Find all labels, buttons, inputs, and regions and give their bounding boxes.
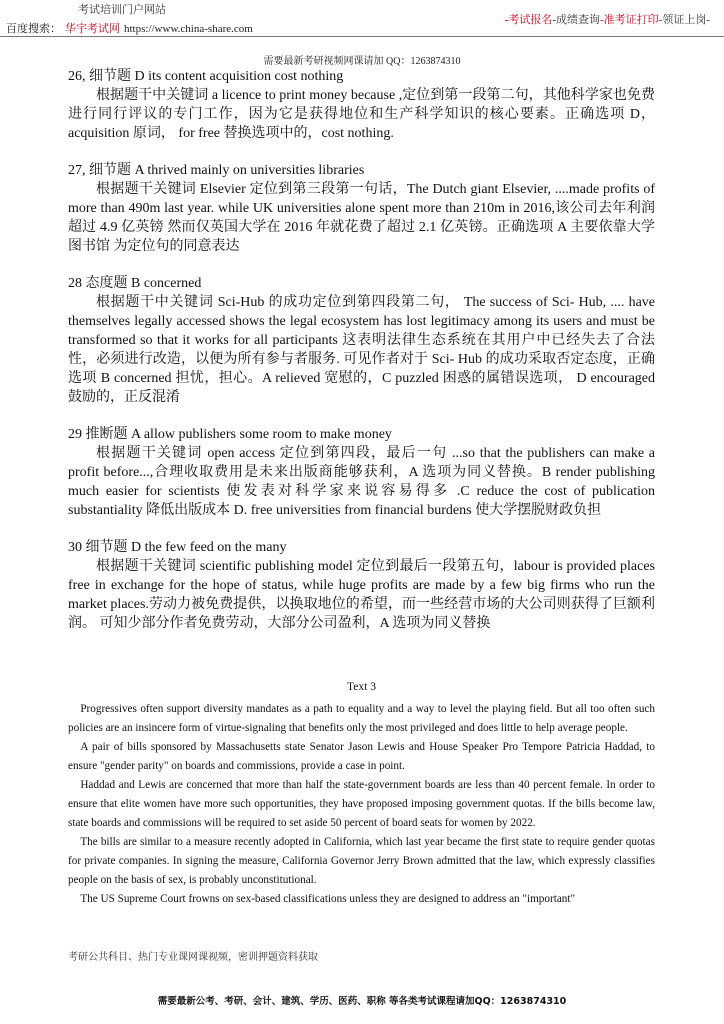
question-explanation: 根据题干关键词 open access 定位到第四段，最后一句 ...so that the publishers can make a profit before...,合理收取费用是未来出版商能够获利，A 选项为同义替换。B render publishing much easier for scientists 使发表对科学家来说容易得多 .C reduce the cost of publication substantiality 降低出版成本 D. free universities from financial burdens 使大学摆脱财政负担	[68, 446, 655, 518]
question-explanation: 根据题干关键词 scientific publishing model 定位到最后一段第五句，labour is provided places free in exchange for the hope of status, while huge profits are made by a few big firms who run the market places.劳动力被免费提供，以换取地位的希望，而一些经营市场的大公司则获得了巨额利润。 可知少部分作者免费劳动，大部分公司盈利，A 选项为同义替换	[68, 559, 655, 631]
question-28	[68, 274, 655, 407]
question-29	[68, 425, 655, 520]
search-label: 百度搜索：	[6, 23, 61, 35]
header-contact: 需要最新考研视频网课请加 QQ：1263874310	[263, 56, 461, 67]
reading-passage	[68, 678, 655, 909]
question-explanation: 根据题干中关键词 Sci-Hub 的成功定位到第四段第二句， The success of Sci- Hub, .... have themselves legally accessed shows the legal ecosystem has lost legitimacy among its users and must be transformed so that it works for all participants 这表明法律生态系统在其用户中已经失去了合法性，必须进行改造，以便为所有参与者服务. 可见作者对于 Sci- Hub 的成功采取否定态度，正确选项 B concerned 担忧，担心。A relieved 宽慰的，C puzzled 困惑的属错误选项， D encouraged 鼓励的，正反混淆	[68, 295, 655, 405]
passage-title: Text 3	[347, 681, 376, 693]
brand-name[interactable]: 华宇考试网	[65, 23, 120, 35]
question-title: 27, 细节题 A thrived mainly on universities libraries	[68, 163, 365, 178]
link-exam-registration[interactable]: -考试报名	[504, 14, 553, 26]
question-explanation: 根据题干中关键词 a licence to print money because ,定位到第一段第二句，其他科学家也免费进行同行评议的专门工作，因为它是获得地位和生产科学知识的核心要素。正确选项 D，acquisition 原词， for free 替换选项中的，cost nothing.	[68, 88, 655, 141]
footer-contact: 需要最新公考、考研、会计、建筑、学历、医药、职称 等各类考试课程请加QQ：1263874310	[157, 996, 567, 1007]
question-27	[68, 161, 655, 256]
passage-paragraph: Haddad and Lewis are concerned that more than half the state-government boards are less than 40 percent female. In order to ensure that elite women have more such opportunities, they have proposed imposing government quotas. If the bills become law, state boards and commissions will be required to set aside 50 percent of board seats for women by 2022.	[68, 779, 655, 829]
passage-paragraph: Progressives often support diversity mandates as a path to equality and a way to level the playing field. But all too often such policies are an insincere form of virtue-signaling that benefits only the most privileged and does little to help average people.	[68, 703, 655, 734]
question-title: 26, 细节题 D its content acquisition cost nothing	[68, 69, 344, 84]
passage-paragraph: A pair of bills sponsored by Massachusetts state Senator Jason Lewis and House Speaker Pro Tempore Patricia Haddad, to ensure "gender parity" on boards and commissions, provide a case in point.	[68, 741, 655, 772]
question-explanation: 根据题干关键词 Elsevier 定位到第三段第一句话，The Dutch giant Elsevier, ....made profits of more than 490m last year. while UK universities alone spent more than 210m in 2016,该公司去年利润超过 4.9 亿英镑 然而仅英国大学在 2016 年就花费了超过 2.1 亿英镑。正确选项 A 主要依靠大学图书馆 为定位句的同意表达	[68, 182, 655, 254]
passage-paragraph: The US Supreme Court frowns on sex-based classifications unless they are designed to address an "important"	[80, 893, 576, 905]
question-title: 30 细节题 D the few feed on the many	[68, 540, 287, 555]
site-name: 考试培训门户网站	[78, 4, 166, 16]
link-certificate[interactable]: -领证上岗-	[658, 14, 710, 26]
footer-note: 考研公共科目、热门专业课网课视频，密训押题资料获取	[68, 952, 318, 963]
search-line	[6, 20, 253, 36]
answer-explanations	[68, 67, 655, 651]
question-title: 29 推断题 A allow publishers some room to make money	[68, 427, 392, 442]
link-score-query[interactable]: -成绩查询	[552, 14, 600, 26]
header-divider	[0, 36, 724, 37]
question-26	[68, 67, 655, 143]
question-title: 28 态度题 B concerned	[68, 276, 202, 291]
link-admission-ticket[interactable]: -准考证打印	[600, 14, 659, 26]
passage-paragraph: The bills are similar to a measure recently adopted in California, which last year became the first state to require gender quotas for private companies. In signing the measure, California Governor Jerry Brown admitted that the law, which expressly classifies people on the basis of sex, is probably unconstitutional.	[68, 836, 655, 886]
site-url[interactable]: https://www.china-share.com	[124, 23, 253, 35]
header-links	[505, 11, 710, 27]
question-30	[68, 538, 655, 633]
